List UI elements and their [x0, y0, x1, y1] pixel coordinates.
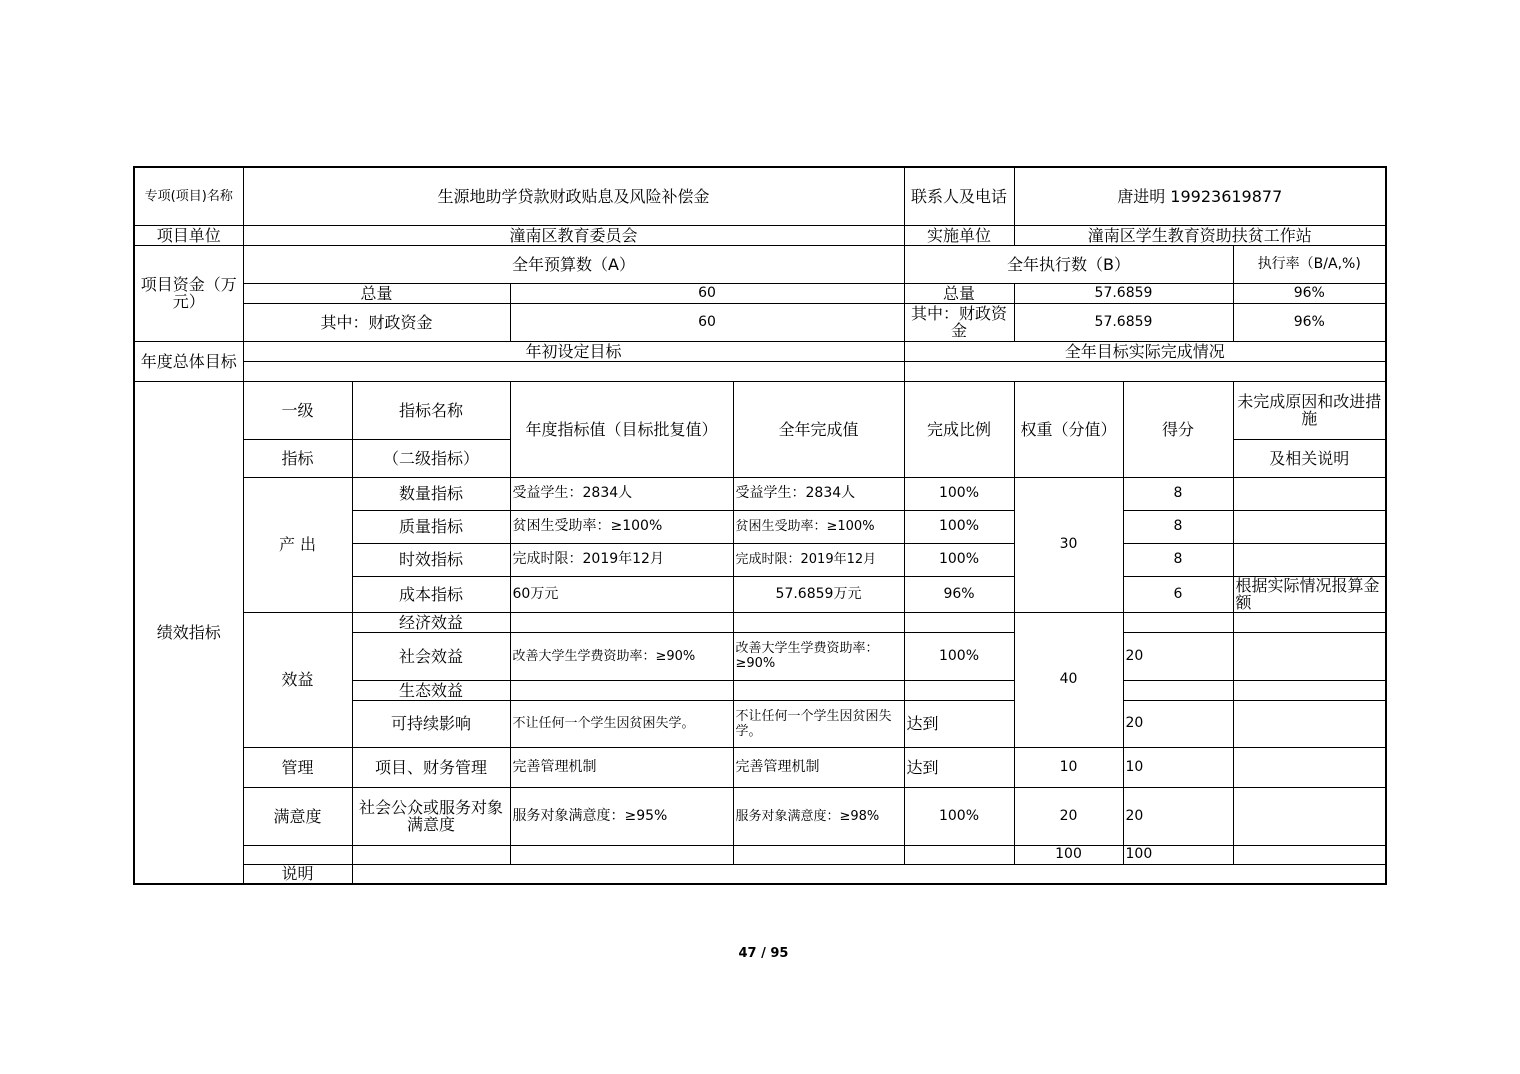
indicator-target: 完成时限：2019年12月: [510, 543, 733, 576]
indicator-target: 改善大学生学费资助率：≥90%: [510, 632, 733, 680]
budget-header: 全年预算数（A）: [243, 245, 904, 283]
indicator-note: [1233, 477, 1386, 510]
indicator-note: [1233, 543, 1386, 576]
fiscal-exec: 57.6859: [1014, 303, 1233, 341]
indicator-name: 时效指标: [352, 543, 510, 576]
indicator-actual: [733, 612, 904, 632]
contact-label: 联系人及电话: [904, 167, 1014, 225]
indicator-note: [1233, 680, 1386, 700]
funds-label: 项目资金（万元）: [134, 245, 243, 341]
goals-actual-header: 全年目标实际完成情况: [904, 341, 1386, 361]
total-rate: 96%: [1233, 283, 1386, 303]
goals-label: 年度总体目标: [134, 341, 243, 381]
indicator-note: [1233, 612, 1386, 632]
indicator-name: 可持续影响: [352, 700, 510, 747]
total-blank-5: [904, 845, 1014, 864]
satis-ratio: 100%: [904, 787, 1014, 845]
note-value: [352, 864, 1386, 884]
satis-level1: 满意度: [243, 787, 352, 845]
page-number: 47 / 95: [738, 946, 789, 961]
indicator-actual: 不让任何一个学生因贫困失学。: [733, 700, 904, 747]
indicator-score: 8: [1123, 477, 1233, 510]
indicator-actual: 57.6859万元: [733, 576, 904, 612]
total-blank-1: [243, 845, 352, 864]
indicator-score: [1123, 680, 1233, 700]
fiscal-label: 其中：财政资金: [243, 303, 510, 341]
unit-label: 项目单位: [134, 225, 243, 245]
indicator-ratio: 100%: [904, 543, 1014, 576]
fiscal-exec-label: 其中：财政资金: [904, 303, 1014, 341]
indicator-target: [510, 680, 733, 700]
total-blank-2: [352, 845, 510, 864]
mgmt-weight: 10: [1014, 747, 1123, 787]
performance-table: [133, 166, 1387, 885]
project-name: 生源地助学贷款财政贴息及风险补偿金: [243, 167, 904, 225]
output-label: 产 出: [243, 477, 352, 612]
col-weight: 权重（分值）: [1014, 381, 1123, 477]
satis-score: 20: [1123, 787, 1233, 845]
rate-header: 执行率（B/A,%): [1233, 245, 1386, 283]
indicator-actual: 完成时限：2019年12月: [733, 543, 904, 576]
total-blank-6: [1233, 845, 1386, 864]
total-blank-4: [733, 845, 904, 864]
project-label: 专项(项目)名称: [134, 167, 243, 225]
total-exec-label: 总量: [904, 283, 1014, 303]
indicator-target: 不让任何一个学生因贫困失学。: [510, 700, 733, 747]
indicator-score: 8: [1123, 510, 1233, 543]
note-label: 说明: [243, 864, 352, 884]
mgmt-level1: 管理: [243, 747, 352, 787]
satis-weight: 20: [1014, 787, 1123, 845]
indicator-actual: [733, 680, 904, 700]
indicator-ratio: [904, 612, 1014, 632]
contact-value: 唐进明 19923619877: [1014, 167, 1386, 225]
mgmt-note: [1233, 747, 1386, 787]
mgmt-ratio: 达到: [904, 747, 1014, 787]
indicator-ratio: 96%: [904, 576, 1014, 612]
total-score: 100: [1123, 845, 1233, 864]
col-level1: 一级: [243, 381, 352, 439]
indicator-ratio: 100%: [904, 632, 1014, 680]
indicator-target: 受益学生：2834人: [510, 477, 733, 510]
indicator-actual: 受益学生：2834人: [733, 477, 904, 510]
indicator-name: 数量指标: [352, 477, 510, 510]
total-weight: 100: [1014, 845, 1123, 864]
indicator-actual: 贫困生受助率：≥100%: [733, 510, 904, 543]
total-blank-3: [510, 845, 733, 864]
indicator-ratio: [904, 680, 1014, 700]
mgmt-score: 10: [1123, 747, 1233, 787]
mgmt-actual: 完善管理机制: [733, 747, 904, 787]
indicator-score: [1123, 612, 1233, 632]
impl-label: 实施单位: [904, 225, 1014, 245]
fiscal-budget: 60: [510, 303, 904, 341]
col-name: 指标名称: [352, 381, 510, 439]
benefit-label: 效益: [243, 612, 352, 747]
total-budget: 60: [510, 283, 904, 303]
satis-name: 社会公众或服务对象满意度: [352, 787, 510, 845]
mgmt-name: 项目、财务管理: [352, 747, 510, 787]
total-label: 总量: [243, 283, 510, 303]
indicator-score: 20: [1123, 700, 1233, 747]
indicator-target: 贫困生受助率：≥100%: [510, 510, 733, 543]
indicator-note: [1233, 700, 1386, 747]
satis-actual: 服务对象满意度：≥98%: [733, 787, 904, 845]
indicator-score: 20: [1123, 632, 1233, 680]
col-name-sub: （二级指标）: [352, 439, 510, 477]
satis-note: [1233, 787, 1386, 845]
col-target: 年度指标值（目标批复值）: [510, 381, 733, 477]
indicator-score: 6: [1123, 576, 1233, 612]
total-exec: 57.6859: [1014, 283, 1233, 303]
col-level1-sub: 指标: [243, 439, 352, 477]
indicator-target: [510, 612, 733, 632]
indicator-name: 成本指标: [352, 576, 510, 612]
col-ratio: 完成比例: [904, 381, 1014, 477]
indicator-name: 经济效益: [352, 612, 510, 632]
fiscal-rate: 96%: [1233, 303, 1386, 341]
col-score: 得分: [1123, 381, 1233, 477]
goals-set-header: 年初设定目标: [243, 341, 904, 361]
goals-actual-value: [904, 361, 1386, 381]
indicator-note: 根据实际情况报算金额: [1233, 576, 1386, 612]
col-actual: 全年完成值: [733, 381, 904, 477]
satis-target: 服务对象满意度：≥95%: [510, 787, 733, 845]
indicator-target: 60万元: [510, 576, 733, 612]
indicator-actual: 改善大学生学费资助率：≥90%: [733, 632, 904, 680]
benefit-weight: 40: [1014, 612, 1123, 747]
indicator-note: [1233, 510, 1386, 543]
unit-value: 潼南区教育委员会: [243, 225, 904, 245]
impl-value: 潼南区学生教育资助扶贫工作站: [1014, 225, 1386, 245]
indicator-ratio: 100%: [904, 477, 1014, 510]
perf-label: 绩效指标: [134, 381, 243, 884]
indicator-name: 质量指标: [352, 510, 510, 543]
col-reason: 未完成原因和改进措施: [1233, 381, 1386, 439]
goals-set-value: [243, 361, 904, 381]
indicator-ratio: 100%: [904, 510, 1014, 543]
exec-header: 全年执行数（B）: [904, 245, 1233, 283]
mgmt-target: 完善管理机制: [510, 747, 733, 787]
indicator-score: 8: [1123, 543, 1233, 576]
indicator-name: 生态效益: [352, 680, 510, 700]
indicator-note: [1233, 632, 1386, 680]
indicator-ratio: 达到: [904, 700, 1014, 747]
col-reason-sub: 及相关说明: [1233, 439, 1386, 477]
output-weight: 30: [1014, 477, 1123, 612]
indicator-name: 社会效益: [352, 632, 510, 680]
